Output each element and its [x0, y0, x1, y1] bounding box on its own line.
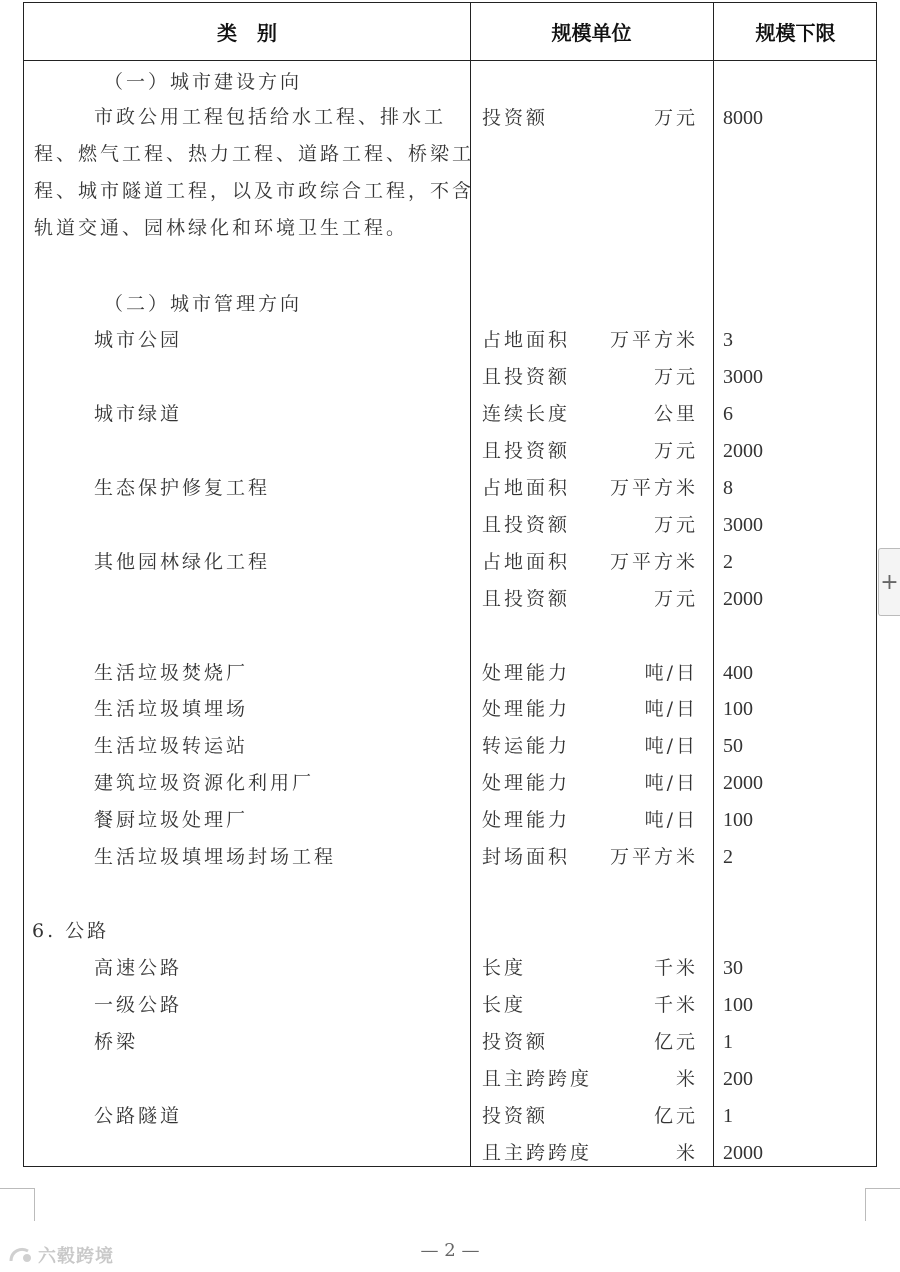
section-title: 6. 公路 — [32, 920, 110, 942]
row-unit: 千米 — [653, 994, 698, 1016]
row-unit: 米 — [675, 1142, 698, 1164]
section-title: （一）城市建设方向 — [104, 71, 303, 93]
row-lower-limit: 1 — [723, 1031, 733, 1053]
row-unit: 万元 — [653, 588, 698, 610]
row-measure: 投资额 — [482, 107, 549, 129]
row-lower-limit: 2 — [723, 551, 733, 573]
row-lower-limit: 2000 — [723, 440, 763, 462]
row-unit: 万元 — [653, 366, 698, 388]
row-unit: 万平方米 — [609, 329, 698, 351]
row-unit: 吨/日 — [644, 698, 698, 720]
row-measure: 投资额 — [482, 1105, 549, 1127]
row-lower-limit: 200 — [723, 1068, 753, 1090]
row-lower-limit: 3 — [723, 329, 733, 351]
row-unit: 万平方米 — [609, 846, 698, 868]
row-category: 生活垃圾焚烧厂 — [94, 662, 249, 684]
row-lower-limit: 100 — [723, 994, 753, 1016]
row-unit: 万平方米 — [609, 551, 698, 573]
row-category: 生活垃圾填埋场封场工程 — [94, 846, 337, 868]
row-lower-limit: 8000 — [723, 107, 763, 129]
row-lower-limit: 3000 — [723, 366, 763, 388]
row-measure: 长度 — [482, 957, 527, 979]
row-lower-limit: 6 — [723, 403, 733, 425]
row-lower-limit: 2000 — [723, 1142, 763, 1164]
page-number: — 2 — — [420, 1240, 480, 1261]
row-unit: 米 — [675, 1068, 698, 1090]
header-lower-limit: 规模下限 — [755, 21, 836, 45]
row-category: 生态保护修复工程 — [94, 477, 271, 499]
row-measure: 处理能力 — [482, 809, 571, 831]
crop-mark — [0, 1188, 35, 1221]
row-measure: 投资额 — [482, 1031, 549, 1053]
row-unit: 吨/日 — [644, 662, 698, 684]
header-category: 类 别 — [217, 21, 277, 45]
row-unit: 吨/日 — [644, 772, 698, 794]
row-measure: 处理能力 — [482, 662, 571, 684]
row-measure: 且主跨跨度 — [482, 1068, 593, 1090]
row-measure: 封场面积 — [482, 846, 571, 868]
row-unit: 万元 — [653, 107, 698, 129]
row-measure: 占地面积 — [482, 477, 571, 499]
row-category: 城市公园 — [94, 329, 183, 351]
column-divider — [713, 3, 714, 1166]
row-measure: 且投资额 — [482, 514, 571, 536]
watermark — [8, 1242, 114, 1268]
row-measure: 处理能力 — [482, 698, 571, 720]
row-lower-limit: 2000 — [723, 588, 763, 610]
row-category: 生活垃圾填埋场 — [94, 698, 249, 720]
row-category: 公路隧道 — [94, 1105, 183, 1127]
row-measure: 占地面积 — [482, 551, 571, 573]
row-lower-limit: 3000 — [723, 514, 763, 536]
row-unit: 万元 — [653, 440, 698, 462]
row-measure: 转运能力 — [482, 735, 571, 757]
watermark-text: 六毂跨境 — [38, 1246, 114, 1267]
row-lower-limit: 400 — [723, 662, 753, 684]
row-lower-limit: 8 — [723, 477, 733, 499]
row-category: 桥梁 — [94, 1031, 139, 1053]
row-measure: 占地面积 — [482, 329, 571, 351]
document-table — [23, 2, 877, 1167]
header-divider — [24, 60, 876, 61]
row-measure: 且投资额 — [482, 366, 571, 388]
row-unit: 亿元 — [653, 1105, 698, 1127]
row-lower-limit: 2000 — [723, 772, 763, 794]
row-category: 高速公路 — [94, 957, 183, 979]
row-unit: 千米 — [653, 957, 698, 979]
row-category: 城市绿道 — [94, 403, 183, 425]
row-category: 建筑垃圾资源化利用厂 — [94, 772, 315, 794]
row-unit: 万元 — [653, 514, 698, 536]
row-measure: 且投资额 — [482, 440, 571, 462]
row-lower-limit: 50 — [723, 735, 743, 757]
row-measure: 处理能力 — [482, 772, 571, 794]
row-measure: 长度 — [482, 994, 527, 1016]
row-unit: 公里 — [653, 403, 698, 425]
row-unit: 吨/日 — [644, 735, 698, 757]
expand-panel-tab[interactable] — [878, 548, 900, 616]
row-lower-limit: 100 — [723, 809, 753, 831]
row-lower-limit: 100 — [723, 698, 753, 720]
header-unit: 规模单位 — [551, 21, 632, 45]
plus-icon[interactable]: + — [880, 569, 899, 595]
row-unit: 吨/日 — [644, 809, 698, 831]
row-category: 一级公路 — [94, 994, 183, 1016]
row-unit: 亿元 — [653, 1031, 698, 1053]
row-measure: 且主跨跨度 — [482, 1142, 593, 1164]
row-unit: 万平方米 — [609, 477, 698, 499]
row-lower-limit: 2 — [723, 846, 733, 868]
section-title: （二）城市管理方向 — [104, 293, 303, 315]
row-category: 其他园林绿化工程 — [94, 551, 271, 573]
row-category: 餐厨垃圾处理厂 — [94, 809, 249, 831]
row-measure: 连续长度 — [482, 403, 571, 425]
row-lower-limit: 1 — [723, 1105, 733, 1127]
row-lower-limit: 30 — [723, 957, 743, 979]
crop-mark — [865, 1188, 900, 1221]
row-measure: 且投资额 — [482, 588, 571, 610]
section-paragraph: 市政公用工程包括给水工程、排水工程、燃气工程、热力工程、道路工程、桥梁工程、城市隧道工程，以及市政综合工程，不含轨道交通、园林绿化和环境卫生工程。 — [34, 106, 475, 239]
watermark-logo-icon — [8, 1245, 34, 1265]
row-category: 生活垃圾转运站 — [94, 735, 249, 757]
